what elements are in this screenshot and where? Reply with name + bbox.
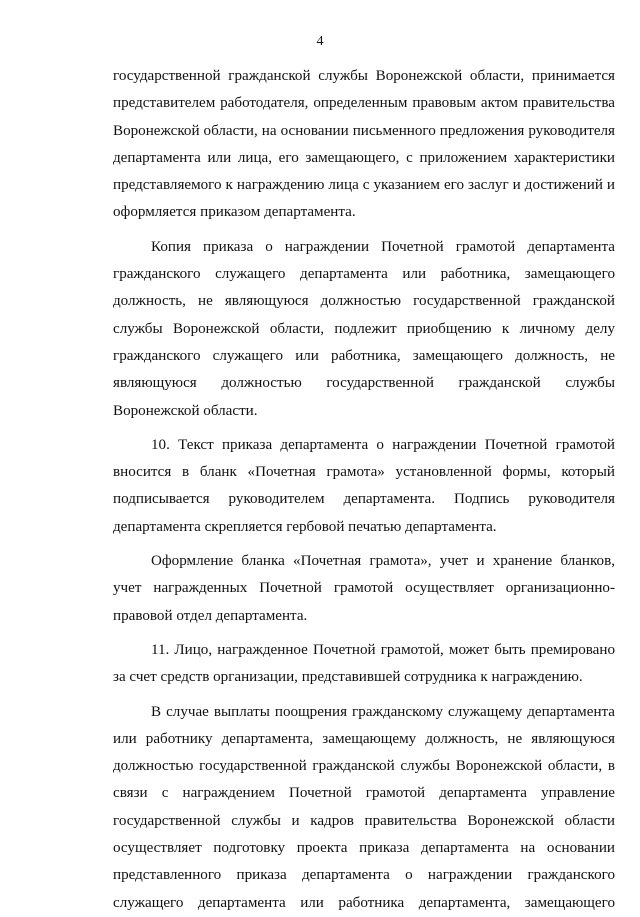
paragraph-item-10: 10. Текст приказа департамента о награждении Почетной грамотой вносится в бланк «Почетная грамота» установленной формы, который подписывается руководителем департамента. Подпись руководителя департамента скрепляется гербовой печатью департамента. xyxy=(113,436,615,535)
document-body xyxy=(113,63,615,917)
page-number: 4 xyxy=(316,34,324,49)
paragraph-award-procedure: государственной гражданской службы Воронежской области, принимается представителем работодателя, определенным правовым актом правительства Воронежской области, на основании письменного предложения руководителя департамента или лица, его замещающего, с приложением характеристики представляемого к награждению лица с указанием его заслуг и достижений и оформляется приказом департамента. xyxy=(113,68,615,221)
paragraph-bonus-payment: В случае выплаты поощрения гражданскому служащему департамента или работнику департамента, замещающему должность, не являющуюся должностью государственной гражданской службы Воронежской области, в связи с награждением Почетной грамотой департамента управление государственной службы и кадров правительства Воронежской области осуществляет подготовку проекта приказа департамента на основании представленного приказа департамента о награждении гражданского служащего департамента или работника департамента, замещающего xyxy=(113,703,615,911)
paragraph-blank-registration: Оформление бланка «Почетная грамота», учет и хранение бланков, учет награжденных Почетной грамотой осуществляет организационно-правовой отдел департамента. xyxy=(113,553,615,624)
paragraph-order-copy: Копия приказа о награждении Почетной грамотой департамента гражданского служащего департамента или работника, замещающего должность, не являющуюся должностью государственной гражданской службы Воронежской области, подлежит приобщению к личному делу гражданского служащего или работника, замещающего должность, не являющуюся должностью государственной гражданской службы Воронежской области. xyxy=(113,238,615,419)
paragraph-item-11: 11. Лицо, награжденное Почетной грамотой, может быть премировано за счет средств организации, представившей сотрудника к награждению. xyxy=(113,641,615,686)
